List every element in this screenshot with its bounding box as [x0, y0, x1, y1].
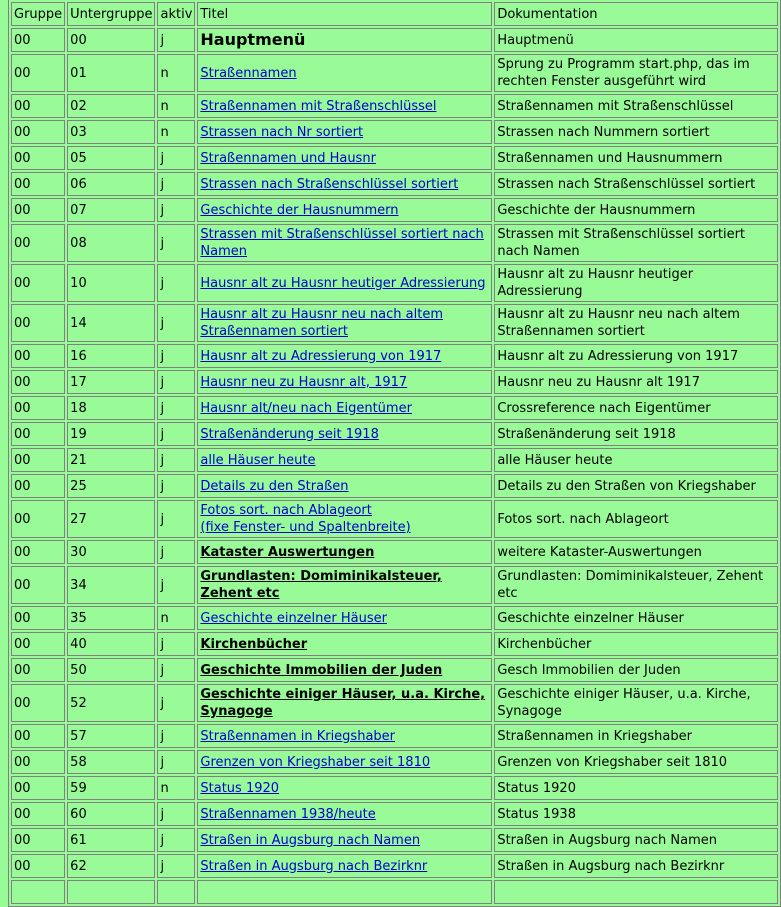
cell-dokumentation: Geschichte einiger Häuser, u.a. Kirche, Synagoge: [494, 684, 778, 722]
menu-link-label: Hausnr alt/neu nach Eigentümer: [200, 400, 412, 416]
cell-gruppe: 00: [11, 304, 65, 342]
table-row: [11, 776, 778, 800]
cell-aktiv: j: [157, 224, 195, 262]
cell-titel: [197, 422, 492, 446]
cell-titel: [197, 658, 492, 682]
cell-aktiv: j: [157, 422, 195, 446]
menu-link-label: Details zu den Straßen: [200, 478, 349, 494]
cell-gruppe: [11, 880, 65, 904]
table-row: [11, 684, 778, 722]
cell-aktiv: j: [157, 540, 195, 564]
cell-aktiv: j: [157, 474, 195, 498]
menu-link[interactable]: [200, 637, 307, 652]
cell-gruppe: 00: [11, 224, 65, 262]
cell-titel: [197, 94, 492, 118]
header-row: [11, 2, 778, 26]
cell-titel: [197, 172, 492, 196]
cell-dokumentation: Hausnr alt zu Hausnr neu nach altem Straßennamen sortiert: [494, 304, 778, 342]
table-row: [11, 828, 778, 852]
cell-titel: [197, 566, 492, 604]
menu-link[interactable]: [200, 781, 279, 796]
table-row: [11, 28, 778, 52]
cell-untergruppe: 18: [67, 396, 155, 420]
cell-untergruppe: 34: [67, 566, 155, 604]
cell-dokumentation: Gesch Immobilien der Juden: [494, 658, 778, 682]
table-row: [11, 500, 778, 538]
menu-link-label: Hausnr alt zu Adressierung von 1917: [200, 348, 442, 364]
table-row: [11, 172, 778, 196]
cell-aktiv: j: [157, 802, 195, 826]
cell-gruppe: 00: [11, 146, 65, 170]
cell-titel: [197, 540, 492, 564]
cell-dokumentation: Hauptmenü: [494, 28, 778, 52]
cell-untergruppe: 10: [67, 264, 155, 302]
cell-untergruppe: 61: [67, 828, 155, 852]
menu-link-label: Strassen nach Straßenschlüssel sortiert: [200, 176, 459, 192]
cell-dokumentation: Hausnr neu zu Hausnr alt 1917: [494, 370, 778, 394]
cell-titel: [197, 684, 492, 722]
cell-dokumentation: Status 1938: [494, 802, 778, 826]
cell-dokumentation: Strassen nach Straßenschlüssel sortiert: [494, 172, 778, 196]
table-row: [11, 802, 778, 826]
menu-link-label: Grenzen von Kriegshaber seit 1810: [200, 754, 431, 770]
cell-gruppe: 00: [11, 776, 65, 800]
cell-untergruppe: 27: [67, 500, 155, 538]
cell-titel: [197, 448, 492, 472]
menu-link[interactable]: [200, 349, 441, 364]
menu-link-label: Straßennamen in Kriegshaber: [200, 728, 396, 744]
cell-titel: [197, 54, 492, 92]
table-row: [11, 540, 778, 564]
cell-titel: [197, 632, 492, 656]
cell-dokumentation: Straßen in Augsburg nach Bezirknr: [494, 854, 778, 878]
cell-dokumentation: Geschichte einzelner Häuser: [494, 606, 778, 630]
cell-dokumentation: Grenzen von Kriegshaber seit 1810: [494, 750, 778, 774]
cell-dokumentation: Straßennamen in Kriegshaber: [494, 724, 778, 748]
cell-dokumentation: Straßennamen und Hausnummern: [494, 146, 778, 170]
table-row: [11, 854, 778, 878]
cell-gruppe: 00: [11, 828, 65, 852]
cell-untergruppe: 17: [67, 370, 155, 394]
cell-untergruppe: 21: [67, 448, 155, 472]
menu-link-label: Geschichte Immobilien der Juden: [200, 662, 443, 678]
cell-dokumentation: weitere Kataster-Auswertungen: [494, 540, 778, 564]
cell-gruppe: 00: [11, 198, 65, 222]
cell-aktiv: j: [157, 724, 195, 748]
cell-aktiv: j: [157, 448, 195, 472]
menu-link[interactable]: [200, 203, 398, 218]
menu-link-label: Strassen nach Nr sortiert: [200, 124, 364, 140]
cell-untergruppe: 40: [67, 632, 155, 656]
header-aktiv: aktiv: [157, 2, 195, 26]
cell-aktiv: j: [157, 304, 195, 342]
cell-untergruppe: 50: [67, 658, 155, 682]
table-row: [11, 396, 778, 420]
cell-gruppe: 00: [11, 422, 65, 446]
menu-link-label: Geschichte einiger Häuser, u.a. Kirche, Synagoge: [200, 687, 486, 719]
cell-untergruppe: 16: [67, 344, 155, 368]
cell-aktiv: j: [157, 684, 195, 722]
cell-dokumentation: Fotos sort. nach Ablageort: [494, 500, 778, 538]
menu-link-label: Straßen in Augsburg nach Bezirknr: [200, 858, 428, 874]
cell-untergruppe: 00: [67, 28, 155, 52]
menu-heading: Hauptmenü: [200, 29, 306, 49]
cell-titel: [197, 880, 492, 904]
menu-link[interactable]: [200, 611, 387, 626]
table-row: [11, 344, 778, 368]
menu-link-label: Straßennamen mit Straßenschlüssel: [200, 98, 437, 114]
cell-gruppe: 00: [11, 28, 65, 52]
cell-titel: [197, 606, 492, 630]
cell-aktiv: n: [157, 776, 195, 800]
cell-gruppe: 00: [11, 684, 65, 722]
menu-link-label: alle Häuser heute: [200, 452, 316, 468]
table-row: [11, 198, 778, 222]
cell-titel: [197, 776, 492, 800]
cell-untergruppe: [67, 880, 155, 904]
table-row: [11, 370, 778, 394]
cell-aktiv: n: [157, 94, 195, 118]
cell-untergruppe: 62: [67, 854, 155, 878]
cell-untergruppe: 60: [67, 802, 155, 826]
table-row: [11, 224, 778, 262]
cell-gruppe: 00: [11, 264, 65, 302]
menu-link[interactable]: [200, 663, 442, 678]
cell-dokumentation: Sprung zu Programm start.php, das im rechten Fenster ausgeführt wird: [494, 54, 778, 92]
cell-titel: [197, 828, 492, 852]
cell-dokumentation: Hausnr alt zu Hausnr heutiger Adressierung: [494, 264, 778, 302]
menu-link[interactable]: [200, 503, 410, 535]
menu-link[interactable]: [200, 227, 483, 259]
menu-link-label-2: (fixe Fenster- und Spaltenbreite): [200, 520, 411, 535]
menu-link[interactable]: [200, 453, 315, 468]
menu-link-label: Status 1920: [200, 780, 280, 796]
cell-gruppe: 00: [11, 370, 65, 394]
menu-link[interactable]: [200, 427, 378, 442]
cell-titel: [197, 28, 492, 52]
cell-titel: [197, 396, 492, 420]
cell-untergruppe: 02: [67, 94, 155, 118]
cell-gruppe: 00: [11, 396, 65, 420]
cell-gruppe: 00: [11, 500, 65, 538]
cell-aktiv: j: [157, 344, 195, 368]
cell-gruppe: 00: [11, 344, 65, 368]
cell-gruppe: 00: [11, 854, 65, 878]
cell-dokumentation: Grundlasten: Domiminikalsteuer, Zehent etc: [494, 566, 778, 604]
cell-untergruppe: 03: [67, 120, 155, 144]
cell-untergruppe: 52: [67, 684, 155, 722]
header-untergruppe: Untergruppe: [67, 2, 155, 26]
menu-link[interactable]: [200, 375, 407, 390]
cell-untergruppe: 59: [67, 776, 155, 800]
cell-titel: [197, 500, 492, 538]
menu-link-label: Straßenänderung seit 1918: [200, 426, 379, 442]
cell-dokumentation: Straßennamen mit Straßenschlüssel: [494, 94, 778, 118]
cell-dokumentation: [494, 880, 778, 904]
cell-gruppe: 00: [11, 448, 65, 472]
cell-gruppe: 00: [11, 540, 65, 564]
menu-link[interactable]: [200, 807, 375, 822]
cell-untergruppe: 07: [67, 198, 155, 222]
cell-aktiv: n: [157, 120, 195, 144]
cell-gruppe: 00: [11, 658, 65, 682]
cell-titel: [197, 344, 492, 368]
menu-link[interactable]: [200, 545, 374, 560]
table-row: [11, 120, 778, 144]
cell-titel: [197, 750, 492, 774]
menu-link-label: Kirchenbücher: [200, 636, 308, 652]
menu-link-label: Strassen mit Straßenschlüssel sortiert nach Namen: [200, 227, 484, 259]
menu-link-label: Kataster Auswertungen: [200, 544, 375, 560]
table-row: [11, 146, 778, 170]
menu-link[interactable]: [200, 125, 363, 140]
menu-link[interactable]: [200, 833, 420, 848]
cell-dokumentation: Strassen nach Nummern sortiert: [494, 120, 778, 144]
cell-titel: [197, 854, 492, 878]
menu-link-label: Hausnr alt zu Hausnr heutiger Adressierung: [200, 275, 486, 291]
menu-link[interactable]: [200, 401, 412, 416]
menu-link[interactable]: [200, 569, 441, 601]
cell-titel: [197, 802, 492, 826]
menu-link[interactable]: [200, 479, 348, 494]
menu-link[interactable]: [200, 859, 427, 874]
header-dokumentation: Dokumentation: [494, 2, 778, 26]
cell-aktiv: j: [157, 566, 195, 604]
table-row: [11, 658, 778, 682]
table-row: [11, 422, 778, 446]
cell-gruppe: 00: [11, 802, 65, 826]
cell-titel: [197, 120, 492, 144]
menu-link-label: Geschichte einzelner Häuser: [200, 610, 387, 626]
menu-link[interactable]: [200, 276, 485, 291]
menu-link-label: Fotos sort. nach Ablageort: [200, 503, 372, 518]
cell-titel: [197, 304, 492, 342]
cell-dokumentation: Details zu den Straßen von Kriegshaber: [494, 474, 778, 498]
cell-untergruppe: 01: [67, 54, 155, 92]
cell-aktiv: n: [157, 54, 195, 92]
cell-dokumentation: Straßen in Augsburg nach Namen: [494, 828, 778, 852]
cell-untergruppe: 19: [67, 422, 155, 446]
table-row: [11, 724, 778, 748]
table-row: [11, 606, 778, 630]
menu-link[interactable]: [200, 99, 436, 114]
cell-dokumentation: Crossreference nach Eigentümer: [494, 396, 778, 420]
cell-gruppe: 00: [11, 750, 65, 774]
table-row: [11, 750, 778, 774]
cell-untergruppe: 25: [67, 474, 155, 498]
table-row: [11, 264, 778, 302]
menu-link[interactable]: [200, 307, 443, 339]
cell-aktiv: [157, 880, 195, 904]
table-row: [11, 566, 778, 604]
cell-aktiv: j: [157, 172, 195, 196]
cell-dokumentation: Kirchenbücher: [494, 632, 778, 656]
cell-untergruppe: 06: [67, 172, 155, 196]
cell-titel: [197, 198, 492, 222]
cell-gruppe: 00: [11, 606, 65, 630]
cell-gruppe: 00: [11, 724, 65, 748]
menu-link[interactable]: [200, 687, 485, 719]
cell-dokumentation: Status 1920: [494, 776, 778, 800]
table-body: [11, 28, 778, 904]
cell-aktiv: j: [157, 264, 195, 302]
menu-link[interactable]: [200, 729, 395, 744]
table-row: [11, 304, 778, 342]
cell-aktiv: j: [157, 198, 195, 222]
menu-link-label: Hausnr neu zu Hausnr alt, 1917: [200, 374, 408, 390]
cell-aktiv: j: [157, 658, 195, 682]
cell-aktiv: n: [157, 606, 195, 630]
header-titel: Titel: [197, 2, 492, 26]
cell-untergruppe: 57: [67, 724, 155, 748]
menu-link[interactable]: [200, 151, 376, 166]
table-row: [11, 474, 778, 498]
menu-link-label: Hausnr alt zu Hausnr neu nach altem Straßennamen sortiert: [200, 307, 444, 339]
cell-aktiv: j: [157, 500, 195, 538]
cell-untergruppe: 35: [67, 606, 155, 630]
cell-gruppe: 00: [11, 94, 65, 118]
menu-table: [8, 0, 781, 907]
cell-aktiv: j: [157, 828, 195, 852]
cell-gruppe: 00: [11, 120, 65, 144]
cell-titel: [197, 474, 492, 498]
cell-untergruppe: 30: [67, 540, 155, 564]
cell-untergruppe: 08: [67, 224, 155, 262]
table-row: [11, 880, 778, 904]
cell-dokumentation: alle Häuser heute: [494, 448, 778, 472]
cell-dokumentation: Hausnr alt zu Adressierung von 1917: [494, 344, 778, 368]
cell-titel: [197, 370, 492, 394]
menu-link[interactable]: [200, 755, 430, 770]
cell-titel: [197, 264, 492, 302]
table-row: [11, 54, 778, 92]
header-gruppe: Gruppe: [11, 2, 65, 26]
cell-gruppe: 00: [11, 566, 65, 604]
cell-titel: [197, 224, 492, 262]
menu-link-label: Straßennamen 1938/heute: [200, 806, 376, 822]
cell-gruppe: 00: [11, 172, 65, 196]
cell-aktiv: j: [157, 146, 195, 170]
menu-link[interactable]: [200, 66, 296, 81]
cell-untergruppe: 14: [67, 304, 155, 342]
cell-aktiv: j: [157, 632, 195, 656]
cell-aktiv: j: [157, 750, 195, 774]
cell-titel: [197, 146, 492, 170]
cell-untergruppe: 05: [67, 146, 155, 170]
menu-link-label: Geschichte der Hausnummern: [200, 202, 399, 218]
cell-aktiv: j: [157, 854, 195, 878]
table-row: [11, 632, 778, 656]
cell-gruppe: 00: [11, 54, 65, 92]
cell-gruppe: 00: [11, 632, 65, 656]
cell-dokumentation: Geschichte der Hausnummern: [494, 198, 778, 222]
menu-link-label: Straßen in Augsburg nach Namen: [200, 832, 421, 848]
cell-aktiv: j: [157, 28, 195, 52]
main-content: [8, 0, 781, 907]
table-row: [11, 94, 778, 118]
cell-gruppe: 00: [11, 474, 65, 498]
cell-dokumentation: Strassen mit Straßenschlüssel sortiert nach Namen: [494, 224, 778, 262]
cell-aktiv: j: [157, 396, 195, 420]
cell-dokumentation: Straßenänderung seit 1918: [494, 422, 778, 446]
table-row: [11, 448, 778, 472]
menu-link-label: Straßennamen und Hausnr: [200, 150, 376, 166]
menu-link-label: Straßennamen: [200, 65, 297, 81]
cell-untergruppe: 58: [67, 750, 155, 774]
cell-titel: [197, 724, 492, 748]
menu-link[interactable]: [200, 177, 458, 192]
cell-aktiv: j: [157, 370, 195, 394]
menu-link-label: Grundlasten: Domiminikalsteuer, Zehent etc: [200, 569, 442, 601]
